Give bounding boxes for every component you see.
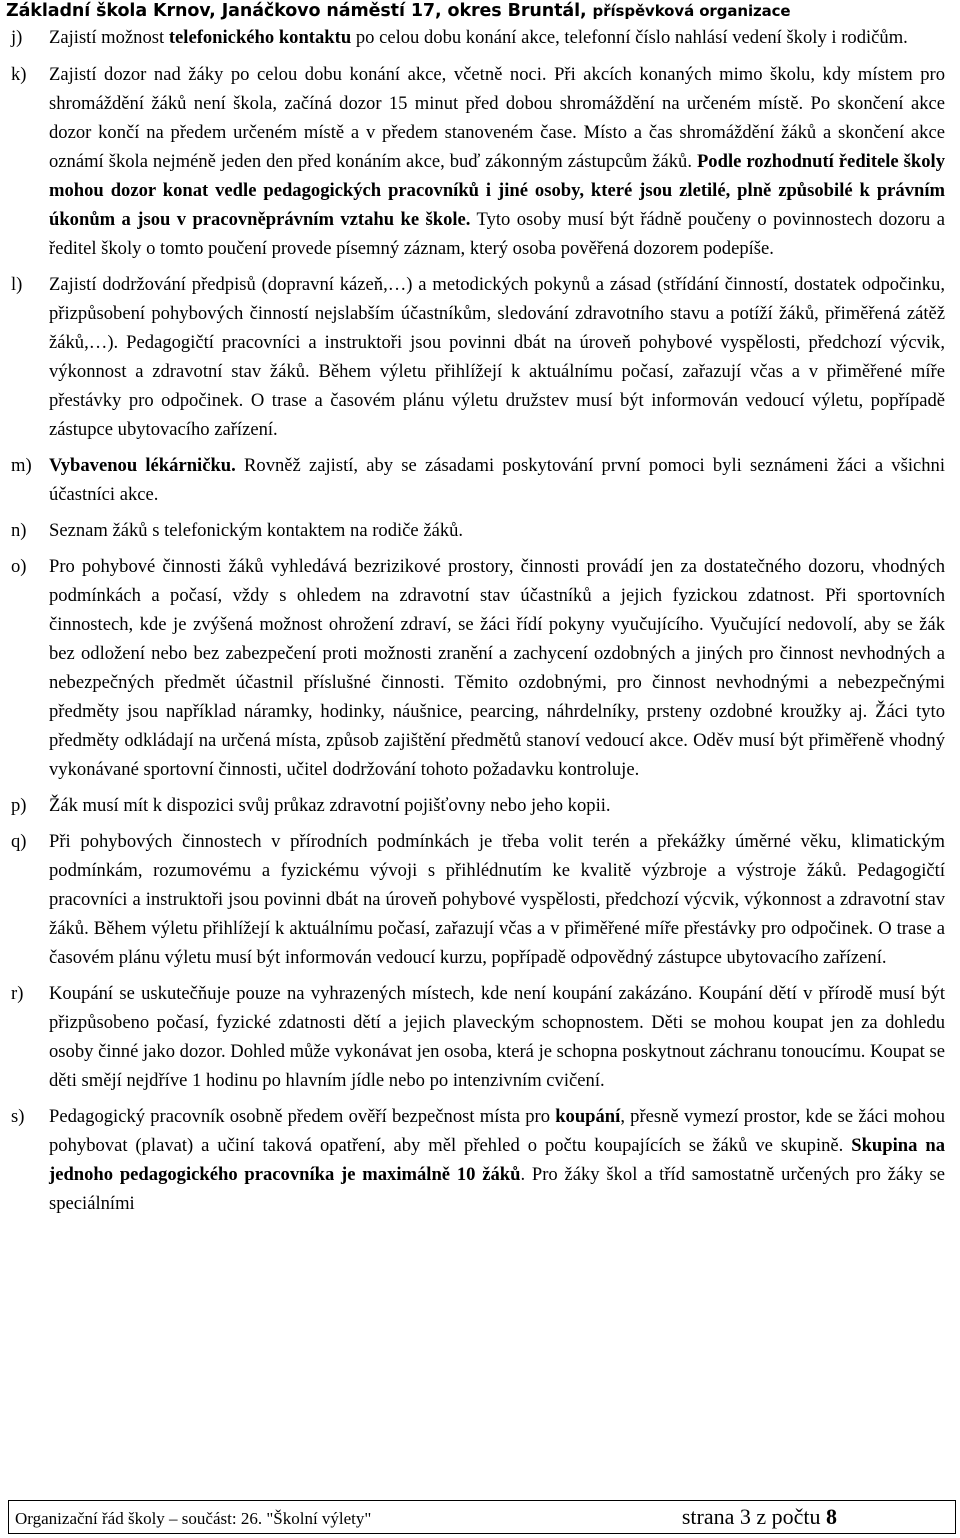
item-text: Pro pohybové činnosti žáků vyhledává bezrizikové prostory, činnosti provádí jen za dostatečného dozoru, vhodných podmínkách a počasí, vždy s ohledem na zdravotní stav účastníků a jejich fyzickou zdatnost. Při sportovních činnostech, kde je zvýšená možnost ohrožení zdraví, se žáci řídí pokyny vyučujícího. Vyučující nedovolí, aby se žák bez odložení nebo bez zabezpečení proti možnosti zranění a zachycení ozdobných a jiných pro činnost nevhodných a nebezpečných předmět účastnil příslušné činnosti. Těmito ozdobnými, pro činnost nevhodnými a nebezpečnými předměty jsou například náramky, hodinky, náušnice, pearcing, náhrdelníky, prsteny ozdobné kroužky aj. Žáci tyto předměty odkládají na určená místa, způsob zajištění předmětů stanoví vedoucí akce. Oděv musí být přiměřeně vhodný vykonávané sportovní činnosti, učitel dodržování tohoto požadavku kontroluje.	[49, 556, 945, 780]
item-text	[49, 23, 945, 52]
item-text-part: Zajistí možnost	[49, 27, 169, 48]
list-item-k	[11, 60, 945, 263]
item-text: Zajistí dodržování předpisů (dopravní kázeň,…) a metodických pokynů a zásad (střídání činností, dostatek odpočinku, přizpůsobení pohybových činností nejslabším účastníkům, sledování zdravotního stavu a potíží žáků, přiměřená zátěž žáků,…). Pedagogičtí pracovníci a instruktoři jsou povinni dbát na úroveň pohybové vyspělosti, předchozí výcvik, výkonnost a zdravotní stav žáků. Během výletu přihlížejí k aktuálnímu počasí, zařazují včas a v přiměřené míře přestávky pro odpočinek. O trase a časovém plánu výletu družstev musí být informován vedoucí výletu, popřípadě zástupce ubytovacího zařízení.	[49, 274, 945, 440]
item-letter: l)	[11, 274, 23, 295]
list-item-q	[11, 827, 945, 972]
school-name: Základní škola Krnov, Janáčkovo náměstí 17, okres Bruntál,	[6, 1, 587, 21]
item-text-part: po celou dobu konání akce, telefonní číslo nahlásí vedení školy i rodičům.	[351, 27, 908, 48]
item-bold-part: telefonického kontaktu	[168, 27, 352, 48]
page-footer	[8, 1500, 956, 1534]
list-item-p	[11, 791, 945, 820]
item-letter: j)	[11, 27, 23, 48]
page-total: 8	[826, 1504, 837, 1529]
item-letter: n)	[11, 520, 27, 541]
item-text	[49, 60, 945, 263]
item-letter: s)	[11, 1106, 25, 1127]
item-bold-part: koupání	[555, 1106, 621, 1127]
document-body	[11, 23, 945, 1218]
item-text: Koupání se uskutečňuje pouze na vyhrazených místech, kde není koupání zakázáno. Koupání dětí v přírodě musí být přizpůsobeno počasí, fyzické zdatnosti dětí a jejich plaveckým schopnostem. Děti se mohou koupat jen za dohledu osoby činné jako dozor. Dohled může vykonávat jen osoba, která je schopna poskytnout záchranu tonoucímu. Koupat se děti smějí nejdříve 1 hodinu po hlavním jídle nebo po intenzivním cvičení.	[49, 983, 945, 1091]
organization-type: příspěvková organizace	[592, 2, 791, 20]
item-letter: q)	[11, 831, 27, 852]
item-letter: o)	[11, 556, 27, 577]
footer-document-title: Organizační řád školy – součást: 26. "Školní výlety"	[15, 1509, 372, 1528]
item-text: Žák musí mít k dispozici svůj průkaz zdravotní pojišťovny nebo jeho kopii.	[49, 795, 611, 816]
item-letter: m)	[11, 455, 32, 476]
list-item-o	[11, 552, 945, 784]
item-bold-part: Podle rozhodnutí ředitele školy mohou dozor konat vedle pedagogických pracovníků i jiné osoby, které jsou zletilé, plně způsobilé k právním úkonům a jsou v pracovněprávním vztahu ke škole.	[49, 151, 945, 230]
item-letter: r)	[11, 983, 24, 1004]
item-text: Seznam žáků s telefonickým kontaktem na rodiče žáků.	[49, 520, 464, 541]
list-item-r	[11, 979, 945, 1095]
item-text-part: Pedagogický pracovník osobně předem ověří bezpečnost místa pro	[49, 1106, 556, 1127]
item-text	[49, 451, 945, 509]
item-text: Při pohybových činnostech v přírodních podmínkách je třeba volit terén a překážky úměrné věku, klimatickým podmínkám, rozumovému a fyzickému vývoji s přihlédnutím ke kvalitě výzbroje a výstroje žáků. Pedagogičtí pracovníci a instruktoři jsou povinni dbát na úroveň pohybové vyspělosti, předchozí výcvik, výkonnost a zdravotní stav žáků. Během výletu přihlížejí k aktuálnímu počasí, zařazují včas a v přiměřené míře přestávky pro odpočinek. O trase a časovém plánu výletu musí být informován vedoucí kurzu, popřípadě odpovědný zástupce ubytovacího zařízení.	[49, 831, 945, 968]
item-text-part: Tyto osoby musí být řádně poučeny o povinnostech dozoru a ředitel školy o tomto poučení provede písemný záznam, který osoba pověřená dozorem podepíše.	[49, 209, 945, 259]
document-header	[6, 0, 956, 22]
page-number	[682, 1504, 837, 1530]
list-item-l	[11, 270, 945, 444]
item-letter: k)	[11, 64, 27, 85]
item-bold-part: Skupina na jednoho pedagogického pracovníka je maximálně 10 žáků	[49, 1135, 945, 1185]
item-text-part: , přesně vymezí prostor, kde se žáci mohou pohybovat (plavat) a učiní taková opatření, aby měl přehled o počtu koupajících se žáků ve skupině.	[49, 1106, 946, 1156]
item-bold-part: Vybavenou lékárničku.	[49, 455, 236, 476]
item-letter: p)	[11, 795, 27, 816]
list-item-j	[11, 23, 945, 52]
list-item-m	[11, 451, 945, 509]
item-text-part: . Pro žáky škol a tříd samostatně určených pro žáky se speciálními	[49, 1164, 946, 1214]
item-text-part: Zajistí dozor nad žáky po celou dobu konání akce, včetně noci. Při akcích konaných mimo školu, kdy místem pro shromáždění žáků není škola, začíná dozor 15 minut před dobou shromáždění na určeném místě. Po skončení akce dozor končí na předem určeném místě a v předem stanoveném čase. Místo a čas shromáždění žáků a skončení akce oznámí škola nejméně jeden den před konáním akce, buď zákonným zástupcům žáků.	[49, 64, 945, 172]
list-item-s	[11, 1102, 945, 1218]
item-text-part: Rovněž zajistí, aby se zásadami poskytování první pomoci byli seznámeni žáci a všichni účastníci akce.	[49, 455, 946, 505]
page-number-label: strana 3 z počtu	[681, 1504, 826, 1529]
item-text	[49, 1102, 945, 1218]
list-item-n	[11, 516, 945, 545]
